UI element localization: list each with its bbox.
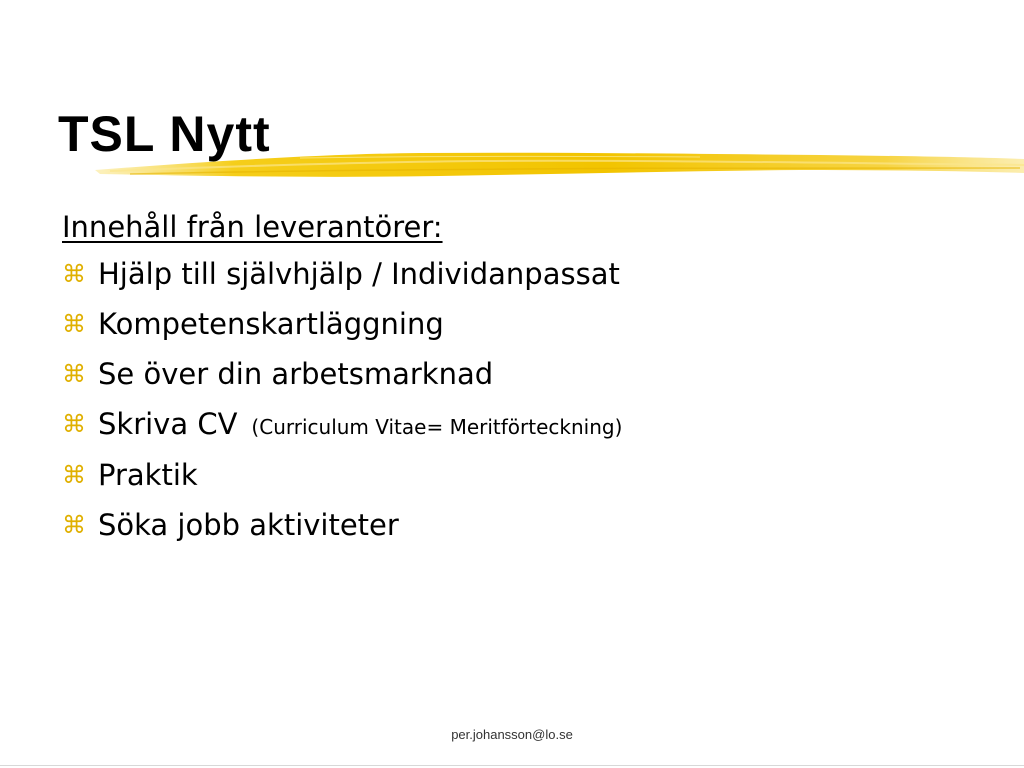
- list-item: [62, 400, 962, 451]
- footer-email: [0, 727, 1024, 742]
- command-key-icon: ⌘: [62, 310, 86, 338]
- slide-title: TSL Nytt: [58, 106, 271, 162]
- command-key-icon: ⌘: [62, 410, 86, 438]
- list-item: [62, 451, 962, 501]
- command-key-icon: ⌘: [62, 260, 86, 288]
- list-item: [62, 501, 962, 551]
- bullet-list: [62, 250, 962, 551]
- command-key-icon: ⌘: [62, 360, 86, 388]
- bottom-divider: [0, 765, 1024, 766]
- slide-body: [62, 204, 962, 551]
- section-heading: Innehåll från leverantörer:: [62, 210, 443, 244]
- list-item-note: (Curriculum Vitae= Meritförteckning): [251, 415, 623, 439]
- command-key-icon: ⌘: [62, 511, 86, 539]
- list-item: [62, 300, 962, 350]
- list-item-text: Skriva CV: [98, 407, 238, 441]
- list-item: [62, 250, 962, 300]
- list-item-text: Hjälp till självhjälp / Individanpassat: [98, 257, 620, 291]
- list-item-text: Praktik: [98, 458, 198, 492]
- list-item-text: Kompetenskartläggning: [98, 307, 444, 341]
- list-item-text: Söka jobb aktiviteter: [98, 508, 399, 542]
- command-key-icon: ⌘: [62, 461, 86, 489]
- footer-email-text: per.johansson@lo.se: [451, 727, 573, 742]
- list-item: [62, 350, 962, 400]
- list-item-text: Se över din arbetsmarknad: [98, 357, 494, 391]
